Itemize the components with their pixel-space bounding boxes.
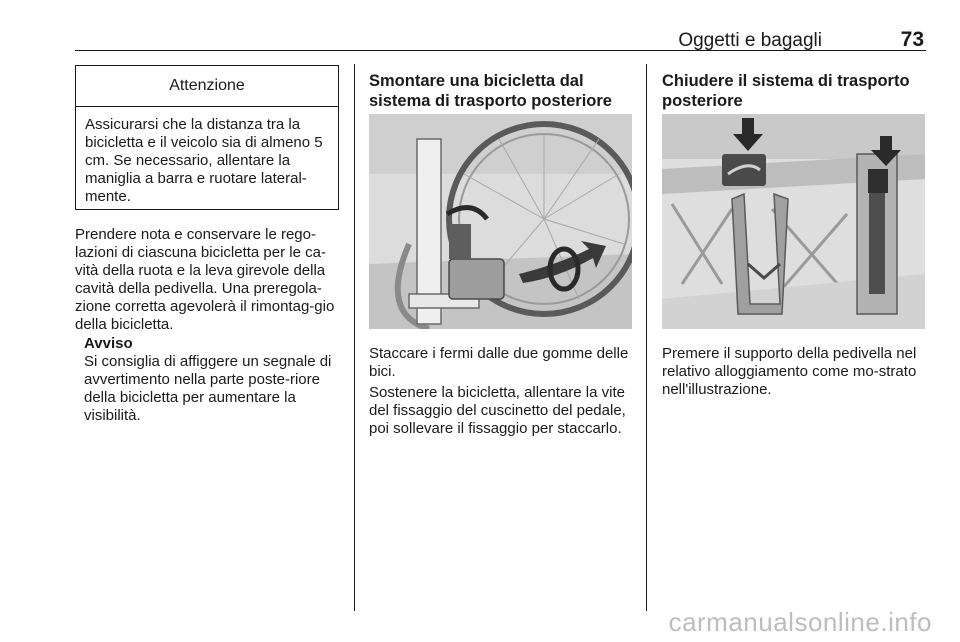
column3-paragraph: Premere il supporto della pedivella nel relativo alloggiamento come mo-strato nell'illustrazione. <box>662 345 917 398</box>
column-divider-1 <box>354 64 355 611</box>
column1-paragraph: Prendere nota e conservare le rego-lazioni di ciascuna bicicletta per le ca-vità della ruota e la leva girevole della cavità della pedivella. Una preregola-zione corretta agevolerà il rimontag-gio della bicicletta. <box>75 226 335 333</box>
watermark: carmanualsonline.info <box>668 607 932 637</box>
note-text: Si consiglia di affiggere un segnale di avvertimento nella parte poste-riore della bicicletta per aumentare la visibilità. <box>84 353 332 424</box>
warning-box <box>75 65 339 210</box>
note-title: Avviso <box>84 335 133 352</box>
column3-heading: Chiudere il sistema di trasporto posteriore <box>662 72 910 110</box>
column2-paragraph-2: Sostenere la bicicletta, allentare la vite del fissaggio del cuscinetto del pedale, poi sollevare il fissaggio per staccarlo. <box>369 384 626 437</box>
page-number: 73 <box>900 28 924 51</box>
column2-paragraph-1: Staccare i fermi dalle due gomme delle bici. <box>369 345 629 380</box>
warning-box-title: Attenzione <box>76 66 338 107</box>
warning-box-text: Assicurarsi che la distanza tra la bicicletta e il veicolo sia di almeno 5 cm. Se necessario, allentare la maniglia a barra e ruotare lateral-mente. <box>85 116 323 205</box>
header-rule <box>75 50 926 51</box>
figure-close-carrier <box>662 114 925 329</box>
column2-heading: Smontare una bicicletta dal sistema di trasporto posteriore <box>369 72 612 110</box>
column-divider-2 <box>646 64 647 611</box>
figure-remove-bicycle <box>369 114 632 329</box>
section-title: Oggetti e bagagli <box>678 30 822 51</box>
